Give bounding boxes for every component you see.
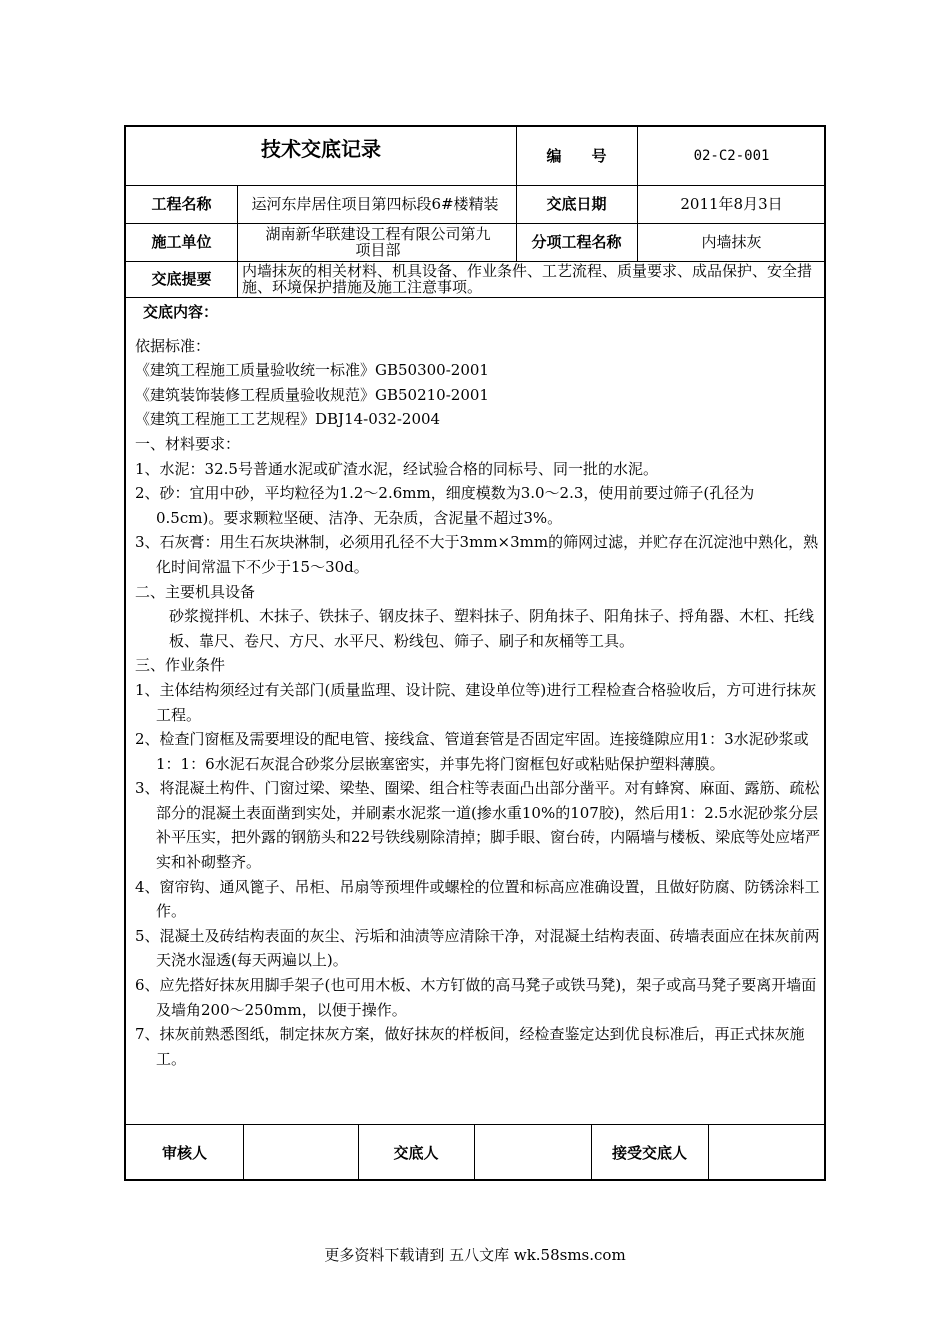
number-label: 编 号: [546, 147, 607, 165]
content-line: 《建筑工程施工工艺规程》DBJ14-032-2004: [135, 410, 441, 429]
content-heading: 交底内容：: [143, 303, 219, 321]
grid-line: [126, 297, 824, 298]
company-label: 施工单位: [151, 233, 212, 251]
receiver-signature: [708, 1124, 826, 1181]
receiver-label: 接受交底人: [611, 1143, 687, 1162]
content-line: 5、混凝土及砖结构表面的灰尘、污垢和油渍等应清除干净，对混凝土结构表面、砖墙表面应在抹灰前两天浇水湿透(每天两遍以上)。: [135, 926, 820, 970]
date-label: 交底日期: [546, 195, 607, 213]
discloser-signature: [474, 1124, 591, 1181]
content-line: 二、主要机具设备: [135, 582, 256, 601]
page-title: 技术交底记录: [261, 137, 381, 161]
content-line: 4、窗帘钩、通风篦子、吊柜、吊扇等预埋件或螺栓的位置和标高应准确设置，且做好防腐、防锈涂料工作。: [135, 877, 820, 921]
content-line: 《建筑工程施工质量验收统一标准》GB50300-2001: [135, 361, 489, 380]
content-line: 砂浆搅拌机、木抹子、铁抹子、钢皮抹子、塑料抹子、阴角抹子、阳角抹子、捋角器、木杠、托线板、靠尺、卷尺、方尺、水平尺、粉线包、筛子、刷子和灰桶等工具。: [169, 607, 815, 650]
project-label: 工程名称: [151, 195, 212, 213]
summary-value: 内墙抹灰的相关材料、机具设备、作业条件、工艺流程、质量要求、成品保护、安全措施、环境保护措施及施工注意事项。: [242, 262, 813, 296]
subitem-value: 内墙抹灰: [701, 233, 762, 251]
content-line: 三、作业条件: [135, 656, 226, 675]
discloser-label: 交底人: [393, 1143, 439, 1162]
number-value: 02-C2-001: [693, 148, 770, 164]
content-line: 一、材料要求：: [135, 434, 241, 453]
company-value: 湖南新华联建设工程有限公司第九项目部: [265, 225, 491, 259]
footer-text: 更多资料下载请到 五八文库 wk.58sms.com: [324, 1246, 626, 1264]
content-line: 2、检查门窗框及需要埋设的配电管、接线盒、管道套管是否固定牢固。连接缝隙应用1：3水泥砂浆或1：1：6水泥石灰混合砂浆分层嵌塞密实，并事先将门窗框包好或粘贴保护塑料薄膜。: [135, 730, 809, 773]
content-line: 3、石灰膏：用生石灰块淋制，必须用孔径不大于3mm×3mm的筛网过滤，并贮存在沉淀池中熟化，熟化时间常温下不少于15～30d。: [135, 533, 819, 576]
summary-label: 交底提要: [151, 270, 212, 288]
grid-line: [237, 185, 238, 297]
reviewer-label: 审核人: [161, 1143, 207, 1162]
content-line: 7、抹灰前熟悉图纸，制定抹灰方案，做好抹灰的样板间，经检查鉴定达到优良标准后，再正式抹灰施工。: [135, 1025, 805, 1068]
content-line: 《建筑装饰装修工程质量验收规范》GB50210-2001: [135, 385, 489, 404]
content-line: 1、水泥：32.5号普通水泥或矿渣水泥，经试验合格的同标号、同一批的水泥。: [135, 459, 658, 478]
content-line: 2、砂：宜用中砂，平均粒径为1.2～2.6mm，细度模数为3.0～2.3，使用前要过筛子(孔径为0.5cm)。要求颗粒坚硬、洁净、无杂质，含泥量不超过3%。: [135, 484, 755, 527]
project-value: 运河东岸居住项目第四标段6#楼精装: [251, 195, 499, 213]
content-line: 6、应先搭好抹灰用脚手架子(也可用木板、木方钉做的高马凳子或铁马凳)，架子或高马凳子要离开墙面及墙角200～250mm，以便于操作。: [135, 976, 817, 1019]
reviewer-signature: [243, 1124, 358, 1181]
disclosure-record-form: [124, 125, 826, 1181]
subitem-label: 分项工程名称: [531, 233, 622, 251]
content-line: 1、主体结构须经过有关部门(质量监理、设计院、建设单位等)进行工程检查合格验收后，方可进行抹灰工程。: [135, 680, 817, 724]
content-line: 依据标准：: [135, 336, 211, 355]
date-value: 2011年8月3日: [680, 195, 783, 213]
content-line: 3、将混凝土构件、门窗过梁、梁垫、圈梁、组合柱等表面凸出部分凿平。对有蜂窝、麻面、露筋、疏松部分的混凝土表面凿到实处，并刷素水泥浆一道(掺水重10%的107胶)，然后用1：2.5水泥砂浆分层补平压实，把外露的钢筋头和22号铁线剔除清掉；脚手眼、窗台砖，内隔墙与楼板、梁底等处应堵严实和补砌整齐。: [135, 779, 821, 872]
disclosure-content: [135, 300, 821, 1071]
